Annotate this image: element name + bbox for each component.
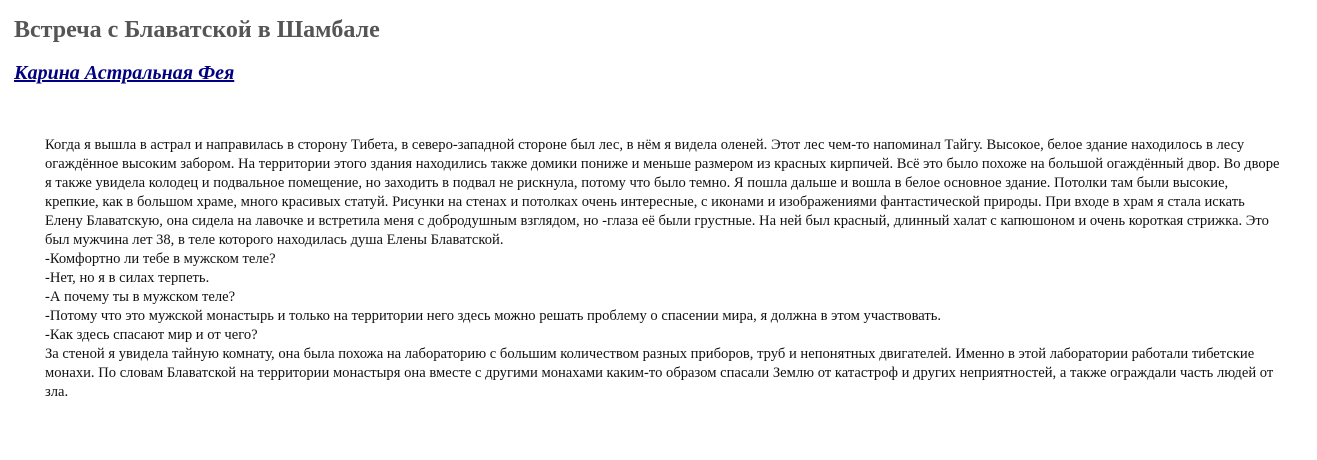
dialogue-line: -А почему ты в мужском теле? — [45, 289, 236, 305]
paragraph-closing: За стеной я увидела тайную комнату, она была похожа на лабораторию с большим количеством разных приборов, труб и непонятных двигателей. Именно в этой лаборатории работали тибетские монахи. По словам Блаватской на территории монастыря она вместе с другими монахами каким-то образом спасали Землю от катастроф и других неприятностей, а также ограждали часть людей от зла. — [45, 346, 1274, 400]
dialogue-line: -Нет, но я в силах терпеть. — [45, 270, 210, 286]
paragraph-intro: Когда я вышла в астрал и направилась в сторону Тибета, в северо-западной стороне был лес, в нём я видела оленей. Этот лес чем-то напоминал Тайгу. Высокое, белое здание находилось в лесу огаждённое высоким забором. На территории этого здания находились также домики пониже и меньше размером из красных кирпичей. Всё это было похоже на большой огаждённый двор. Во дворе я также увидела колодец и подвальное помещение, но заходить в подвал не рискнула, потому что было темно. Я пошла дальше и вошла в белое основное здание. Потолки там были высокие, крепкие, как в большом храме, много красивых статуй. Рисунки на стенах и потолках очень интересные, с иконами и изображениями фантастической природы. При входе в храм я стала искать Елену Блаватскую, она сидела на лавочке и встретила меня с добродушным взглядом, но -глаза её были грустные. На ней был красный, длинный халат с капюшоном и очень короткая стрижка. Это был мужчина лет 38, в теле которого находилась душа Елены Блаватской. — [45, 137, 1280, 248]
dialogue-line: -Комфортно ли тебе в мужском теле? — [45, 251, 276, 267]
article-body — [45, 136, 1285, 402]
author-link[interactable]: Карина Астральная Фея — [14, 62, 235, 84]
dialogue-line: -Потому что это мужской монастырь и только на территории него здесь можно решать проблему о спасении мира, я должна в этом участвовать. — [45, 308, 942, 324]
dialogue-line: -Как здесь спасают мир и от чего? — [45, 327, 258, 343]
page-title: Встреча с Блаватской в Шамбале — [14, 17, 380, 43]
